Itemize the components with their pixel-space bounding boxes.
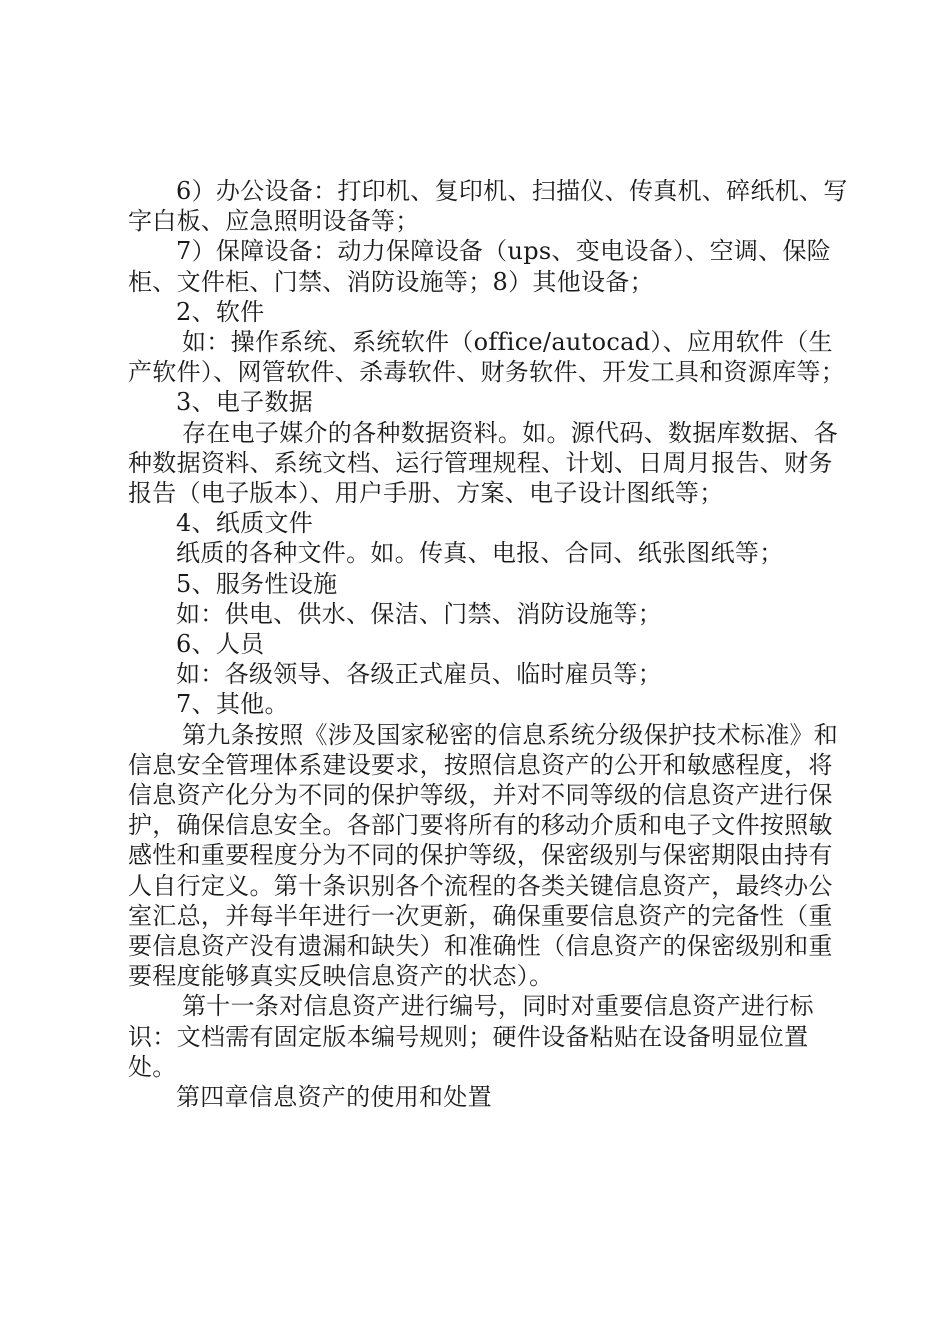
heading-electronic-data: 3、电子数据 bbox=[176, 388, 314, 417]
paragraph-software-list: 如：操作系统、系统软件（office/autocad）、应用软件（生产软件）、网管软件、杀毒软件、财务软件、开发工具和资源库等； bbox=[128, 328, 845, 387]
paragraph-service-facilities-list: 如：供电、供水、保洁、门禁、消防设施等； bbox=[176, 599, 662, 628]
heading-paper-documents: 4、纸质文件 bbox=[176, 509, 314, 538]
document-body bbox=[128, 176, 848, 1112]
heading-personnel: 6、人员 bbox=[176, 630, 265, 659]
paragraph-personnel-list: 如：各级领导、各级正式雇员、临时雇员等； bbox=[176, 660, 662, 689]
paragraph-electronic-data-list: 存在电子媒介的各种数据资料。如。源代码、数据库数据、各种数据资料、系统文档、运行管理规程、计划、日周月报告、财务报告（电子版本）、用户手册、方案、电子设计图纸等； bbox=[128, 418, 839, 508]
heading-service-facilities: 5、服务性设施 bbox=[176, 569, 338, 598]
paragraph-article-eleven: 第十一条对信息资产进行编号，同时对重要信息资产进行标识：文档需有固定版本编号规则；硬件设备粘贴在设备明显位置处。 bbox=[128, 992, 814, 1081]
paragraph-paper-documents-list: 纸质的各种文件。如。传真、电报、合同、纸张图纸等； bbox=[176, 539, 784, 568]
paragraph-article-nine-ten: 第九条按照《涉及国家秘密的信息系统分级保护技术标准》和信息安全管理体系建设要求，按照信息资产的公开和敏感程度，将信息资产化分为不同的保护等级，并对不同等级的信息资产进行保护，确保信息安全。各部门要将所有的移动介质和电子文件按照敏感性和重要程度分为不同的保护等级，保密级别与保密期限由持有人自行定义。第十条识别各个流程的各类关键信息资产，最终办公室汇总，并每半年进行一次更新，确保重要信息资产的完备性（重要信息资产没有遗漏和缺失）和准确性（信息资产的保密级别和重要程度能够真实反映信息资产的状态）。 bbox=[128, 720, 839, 991]
heading-other: 7、其他。 bbox=[176, 690, 289, 719]
heading-chapter-four: 第四章信息资产的使用和处置 bbox=[176, 1083, 492, 1112]
paragraph-office-equipment: 6）办公设备：打印机、复印机、扫描仪、传真机、碎纸机、写字白板、应急照明设备等； bbox=[128, 177, 848, 236]
heading-software: 2、软件 bbox=[176, 297, 265, 326]
paragraph-support-equipment: 7）保障设备：动力保障设备（ups、变电设备）、空调、保险柜、文件柜、门禁、消防设施等；8）其他设备； bbox=[128, 237, 832, 296]
